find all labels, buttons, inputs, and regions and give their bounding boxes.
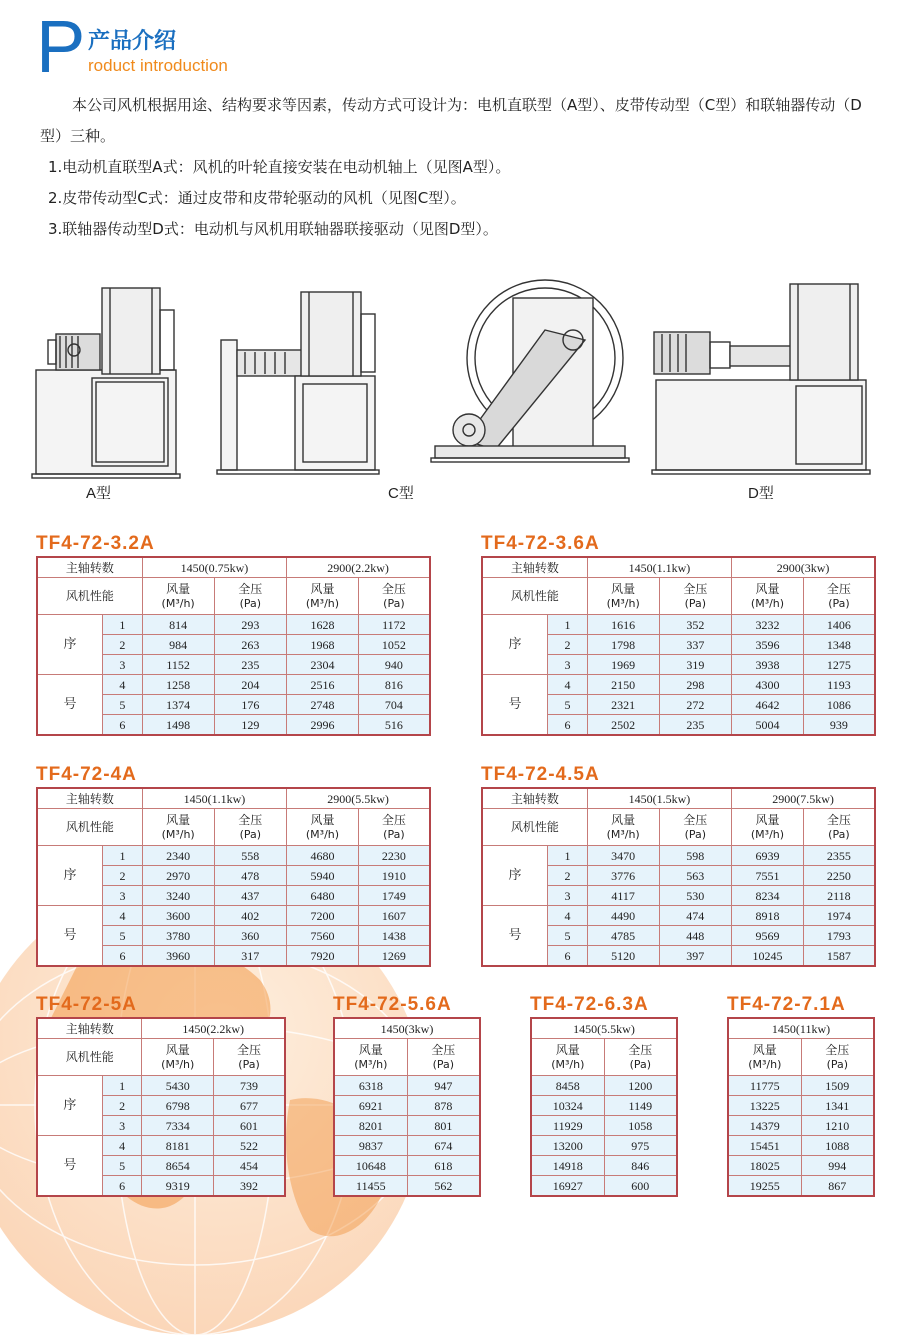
cell: 994 [801, 1156, 874, 1176]
pressure-header: 全压 (Pa) [803, 578, 875, 615]
row-index: 3 [102, 1116, 142, 1136]
flow-header: 风量 (M³/h) [732, 809, 804, 846]
row-index: 3 [548, 655, 588, 675]
table-block-5a [36, 993, 286, 1197]
cell: 598 [659, 846, 732, 866]
cell: 1749 [358, 886, 430, 906]
cell: 3960 [142, 946, 214, 967]
cell: 947 [407, 1076, 480, 1096]
table-row [728, 1116, 874, 1136]
cell: 319 [659, 655, 732, 675]
cell: 204 [214, 675, 287, 695]
pressure-header: 全压 (Pa) [803, 809, 875, 846]
table-row [37, 906, 430, 926]
hao-label: 号 [482, 675, 548, 736]
row-index: 3 [103, 886, 143, 906]
intro-item-c: 2.皮带传动型C式：通过皮带和皮带轮驱动的风机（见图C型）。 [48, 189, 466, 207]
table-row [728, 1096, 874, 1116]
cell: 1058 [604, 1116, 677, 1136]
cell: 975 [604, 1136, 677, 1156]
cell: 2970 [142, 866, 214, 886]
cell: 1258 [142, 675, 214, 695]
cell: 4680 [287, 846, 359, 866]
table-title: TF4-72-5A [36, 994, 137, 1015]
fan-type-d-drawing [650, 280, 880, 480]
table-row [37, 846, 430, 866]
cell: 397 [659, 946, 732, 967]
table-row [531, 1076, 677, 1096]
cell: 360 [214, 926, 287, 946]
caption-type-a: A型 [86, 485, 112, 502]
cell: 235 [214, 655, 287, 675]
cell: 816 [358, 675, 430, 695]
cell: 563 [659, 866, 732, 886]
xu-label: 序 [482, 846, 548, 906]
cell: 6318 [334, 1076, 407, 1096]
flow-header: 风量 (M³/h) [142, 578, 214, 615]
cell: 939 [803, 715, 875, 736]
table-row [482, 675, 875, 695]
flow-header: 风量 (M³/h) [531, 1039, 604, 1076]
cell: 1172 [358, 615, 430, 635]
cell: 1793 [803, 926, 875, 946]
cell: 3240 [142, 886, 214, 906]
row-index: 2 [103, 866, 143, 886]
cell: 1086 [803, 695, 875, 715]
cell: 558 [214, 846, 287, 866]
cell: 2996 [287, 715, 359, 736]
cell: 1498 [142, 715, 214, 736]
cell: 11455 [334, 1176, 407, 1197]
cell: 704 [358, 695, 430, 715]
cell: 272 [659, 695, 732, 715]
cell: 2355 [803, 846, 875, 866]
cell: 3232 [732, 615, 804, 635]
table-row [334, 1076, 480, 1096]
cell: 5120 [587, 946, 659, 967]
table-row [728, 1136, 874, 1156]
intro-paragraph: 本公司风机根据用途、结构要求等因素，传动方式可设计为：电机直联型（A型）、皮带传动型（C型）和联轴器传动（D型）三种。 [40, 96, 862, 145]
cell: 600 [604, 1176, 677, 1197]
speed-label: 主轴转数 [37, 1018, 142, 1039]
cell: 129 [214, 715, 287, 736]
cell: 3596 [732, 635, 804, 655]
cell: 1607 [358, 906, 430, 926]
cell: 7334 [142, 1116, 214, 1136]
perf-label: 风机性能 [482, 809, 587, 846]
table-row [728, 1156, 874, 1176]
table-row [334, 1116, 480, 1136]
row-index: 4 [103, 675, 143, 695]
cell: 3776 [587, 866, 659, 886]
row-index: 3 [548, 886, 588, 906]
speed-label: 主轴转数 [37, 788, 142, 809]
pressure-header: 全压 (Pa) [801, 1039, 874, 1076]
cell: 878 [407, 1096, 480, 1116]
row-index: 3 [103, 655, 143, 675]
cell: 6921 [334, 1096, 407, 1116]
cell: 3938 [732, 655, 804, 675]
cell: 1374 [142, 695, 214, 715]
cell: 1910 [358, 866, 430, 886]
cell: 984 [142, 635, 214, 655]
cell: 7560 [287, 926, 359, 946]
cell: 235 [659, 715, 732, 736]
speed-value: 1450(11kw) [728, 1018, 874, 1039]
cell: 13225 [728, 1096, 801, 1116]
cell: 2502 [587, 715, 659, 736]
cell: 3780 [142, 926, 214, 946]
cell: 10245 [732, 946, 804, 967]
table-row [728, 1176, 874, 1197]
cell: 1193 [803, 675, 875, 695]
table-row [37, 615, 430, 635]
cell: 1088 [801, 1136, 874, 1156]
row-index: 1 [548, 846, 588, 866]
table-row [482, 906, 875, 926]
flow-header: 风量 (M³/h) [587, 578, 659, 615]
page-subtitle: roduct introduction [88, 56, 228, 75]
table-row [531, 1176, 677, 1197]
row-index: 6 [548, 946, 588, 967]
cell: 2321 [587, 695, 659, 715]
speed-value: 1450(2.2kw) [142, 1018, 285, 1039]
perf-label: 风机性能 [37, 809, 142, 846]
pressure-header: 全压 (Pa) [604, 1039, 677, 1076]
cell: 2748 [287, 695, 359, 715]
table-block-3-2a [36, 532, 431, 736]
cell: 1798 [587, 635, 659, 655]
cell: 1968 [287, 635, 359, 655]
table-row [37, 675, 430, 695]
cell: 402 [214, 906, 287, 926]
cell: 2150 [587, 675, 659, 695]
xu-label: 序 [37, 846, 103, 906]
row-index: 2 [548, 866, 588, 886]
cell: 8201 [334, 1116, 407, 1136]
cell: 8918 [732, 906, 804, 926]
row-index: 2 [103, 635, 143, 655]
hao-label: 号 [37, 675, 103, 736]
table-title: TF4-72-5.6A [333, 994, 452, 1015]
cell: 6798 [142, 1096, 214, 1116]
pressure-header: 全压 (Pa) [407, 1039, 480, 1076]
caption-type-c: C型 [388, 485, 414, 502]
cell: 454 [214, 1156, 285, 1176]
cell: 1616 [587, 615, 659, 635]
row-index: 2 [548, 635, 588, 655]
cell: 10648 [334, 1156, 407, 1176]
row-index: 5 [103, 926, 143, 946]
row-index: 6 [548, 715, 588, 736]
cell: 337 [659, 635, 732, 655]
row-index: 1 [548, 615, 588, 635]
cell: 15451 [728, 1136, 801, 1156]
cell: 1200 [604, 1076, 677, 1096]
cell: 618 [407, 1156, 480, 1176]
cell: 1587 [803, 946, 875, 967]
cell: 2304 [287, 655, 359, 675]
table-title: TF4-72-7.1A [727, 994, 846, 1015]
cell: 3600 [142, 906, 214, 926]
table-block-4a [36, 763, 431, 967]
cell: 1275 [803, 655, 875, 675]
xu-label: 序 [37, 615, 103, 675]
speed-value: 1450(0.75kw) [142, 557, 286, 578]
hao-label: 号 [37, 906, 103, 967]
speed-label: 主轴转数 [37, 557, 142, 578]
intro-item-a: 1.电动机直联型A式：风机的叶轮直接安装在电动机轴上（见图A型）。 [48, 158, 511, 176]
cell: 516 [358, 715, 430, 736]
row-index: 1 [103, 615, 143, 635]
cell: 4300 [732, 675, 804, 695]
flow-header: 风量 (M³/h) [142, 809, 214, 846]
cell: 18025 [728, 1156, 801, 1176]
cell: 739 [214, 1076, 285, 1096]
cell: 530 [659, 886, 732, 906]
table-block-7-1a [727, 993, 875, 1197]
cell: 474 [659, 906, 732, 926]
cell: 1509 [801, 1076, 874, 1096]
cell: 10324 [531, 1096, 604, 1116]
table-title: TF4-72-4A [36, 764, 137, 785]
cell: 2230 [358, 846, 430, 866]
cell: 2340 [142, 846, 214, 866]
cell: 7920 [287, 946, 359, 967]
perf-label: 风机性能 [482, 578, 587, 615]
table-block-5-6a [333, 993, 481, 1197]
cell: 1269 [358, 946, 430, 967]
table-row [334, 1176, 480, 1197]
cell: 448 [659, 926, 732, 946]
row-index: 6 [103, 946, 143, 967]
cell: 867 [801, 1176, 874, 1197]
fan-type-b-drawing [215, 280, 385, 480]
speed-value: 1450(5.5kw) [531, 1018, 677, 1039]
cell: 1969 [587, 655, 659, 675]
cell: 674 [407, 1136, 480, 1156]
cell: 4117 [587, 886, 659, 906]
cell: 601 [214, 1116, 285, 1136]
spec-table [36, 556, 431, 736]
spec-table [481, 787, 876, 967]
cell: 1628 [287, 615, 359, 635]
cell: 4490 [587, 906, 659, 926]
cell: 677 [214, 1096, 285, 1116]
cell: 846 [604, 1156, 677, 1176]
cell: 3470 [587, 846, 659, 866]
cell: 293 [214, 615, 287, 635]
cell: 940 [358, 655, 430, 675]
row-index: 4 [548, 906, 588, 926]
speed-value: 2900(7.5kw) [732, 788, 875, 809]
fan-type-c-drawing [425, 270, 635, 470]
row-index: 6 [103, 715, 143, 736]
pressure-header: 全压 (Pa) [214, 1039, 285, 1076]
spec-table [36, 787, 431, 967]
cell: 9319 [142, 1176, 214, 1197]
intro-section [40, 90, 880, 245]
speed-value: 1450(1.1kw) [142, 788, 286, 809]
cell: 478 [214, 866, 287, 886]
table-block-3-6a [481, 532, 876, 736]
cell: 1152 [142, 655, 214, 675]
spec-table [481, 556, 876, 736]
cell: 14379 [728, 1116, 801, 1136]
row-index: 5 [103, 695, 143, 715]
cell: 1149 [604, 1096, 677, 1116]
table-block-4-5a [481, 763, 876, 967]
flow-header: 风量 (M³/h) [728, 1039, 801, 1076]
row-index: 2 [102, 1096, 142, 1116]
table-title: TF4-72-6.3A [530, 994, 649, 1015]
table-row [334, 1096, 480, 1116]
cell: 8654 [142, 1156, 214, 1176]
row-index: 4 [102, 1136, 142, 1156]
pressure-header: 全压 (Pa) [214, 809, 287, 846]
row-index: 4 [548, 675, 588, 695]
row-index: 6 [102, 1176, 142, 1197]
cell: 801 [407, 1116, 480, 1136]
speed-value: 2900(5.5kw) [287, 788, 430, 809]
perf-label: 风机性能 [37, 578, 142, 615]
cell: 11929 [531, 1116, 604, 1136]
table-row [334, 1156, 480, 1176]
cell: 7551 [732, 866, 804, 886]
spec-table [727, 1017, 875, 1197]
table-row [728, 1076, 874, 1096]
cell: 7200 [287, 906, 359, 926]
fan-type-a-drawing [30, 280, 200, 480]
cell: 317 [214, 946, 287, 967]
flow-header: 风量 (M³/h) [287, 578, 359, 615]
row-index: 5 [102, 1156, 142, 1176]
cell: 1406 [803, 615, 875, 635]
cell: 2250 [803, 866, 875, 886]
pressure-header: 全压 (Pa) [358, 809, 430, 846]
cell: 1348 [803, 635, 875, 655]
table-block-6-3a [530, 993, 678, 1197]
cell: 5430 [142, 1076, 214, 1096]
flow-header: 风量 (M³/h) [142, 1039, 214, 1076]
cell: 814 [142, 615, 214, 635]
speed-label: 主轴转数 [482, 788, 587, 809]
table-row [531, 1136, 677, 1156]
cell: 5004 [732, 715, 804, 736]
cell: 1052 [358, 635, 430, 655]
xu-label: 序 [482, 615, 548, 675]
row-index: 5 [548, 695, 588, 715]
cell: 13200 [531, 1136, 604, 1156]
table-title: TF4-72-3.2A [36, 533, 155, 554]
table-row [37, 1076, 285, 1096]
cell: 1341 [801, 1096, 874, 1116]
cell: 11775 [728, 1076, 801, 1096]
table-row [482, 846, 875, 866]
table-row [482, 615, 875, 635]
speed-value: 1450(1.1kw) [587, 557, 731, 578]
cell: 176 [214, 695, 287, 715]
speed-value: 1450(1.5kw) [587, 788, 731, 809]
cell: 16927 [531, 1176, 604, 1197]
speed-value: 2900(3kw) [732, 557, 875, 578]
caption-type-d: D型 [748, 485, 774, 502]
perf-label: 风机性能 [37, 1039, 142, 1076]
flow-header: 风量 (M³/h) [732, 578, 804, 615]
row-index: 4 [103, 906, 143, 926]
spec-table [36, 1017, 286, 1197]
cell: 6480 [287, 886, 359, 906]
pressure-header: 全压 (Pa) [659, 578, 732, 615]
flow-header: 风量 (M³/h) [334, 1039, 407, 1076]
speed-value: 1450(3kw) [334, 1018, 480, 1039]
pressure-header: 全压 (Pa) [358, 578, 430, 615]
spec-table [530, 1017, 678, 1197]
table-row [37, 1136, 285, 1156]
cell: 8181 [142, 1136, 214, 1156]
table-row [334, 1136, 480, 1156]
cell: 8234 [732, 886, 804, 906]
cell: 14918 [531, 1156, 604, 1176]
cell: 6939 [732, 846, 804, 866]
cell: 2118 [803, 886, 875, 906]
cell: 9569 [732, 926, 804, 946]
row-index: 1 [102, 1076, 142, 1096]
cell: 562 [407, 1176, 480, 1197]
cell: 1210 [801, 1116, 874, 1136]
drive-type-drawings [0, 270, 900, 510]
pressure-header: 全压 (Pa) [214, 578, 287, 615]
flow-header: 风量 (M³/h) [587, 809, 659, 846]
cell: 1974 [803, 906, 875, 926]
cell: 437 [214, 886, 287, 906]
header-logo-letter: P [36, 5, 86, 88]
cell: 1438 [358, 926, 430, 946]
hao-label: 号 [482, 906, 548, 967]
table-title: TF4-72-3.6A [481, 533, 600, 554]
cell: 9837 [334, 1136, 407, 1156]
hao-label: 号 [37, 1136, 102, 1197]
page-title: 产品介绍 [88, 29, 177, 54]
row-index: 1 [103, 846, 143, 866]
cell: 8458 [531, 1076, 604, 1096]
table-title: TF4-72-4.5A [481, 764, 600, 785]
cell: 522 [214, 1136, 285, 1156]
row-index: 5 [548, 926, 588, 946]
cell: 352 [659, 615, 732, 635]
flow-header: 风量 (M³/h) [287, 809, 359, 846]
spec-table [333, 1017, 481, 1197]
intro-item-d: 3.联轴器传动型D式：电动机与风机用联轴器联接驱动（见图D型）。 [48, 220, 498, 238]
speed-value: 2900(2.2kw) [287, 557, 430, 578]
cell: 298 [659, 675, 732, 695]
cell: 263 [214, 635, 287, 655]
cell: 392 [214, 1176, 285, 1197]
table-row [531, 1096, 677, 1116]
cell: 5940 [287, 866, 359, 886]
table-row [531, 1116, 677, 1136]
pressure-header: 全压 (Pa) [659, 809, 732, 846]
cell: 2516 [287, 675, 359, 695]
xu-label: 序 [37, 1076, 102, 1136]
cell: 4785 [587, 926, 659, 946]
cell: 19255 [728, 1176, 801, 1197]
speed-label: 主轴转数 [482, 557, 587, 578]
table-row [531, 1156, 677, 1176]
cell: 4642 [732, 695, 804, 715]
